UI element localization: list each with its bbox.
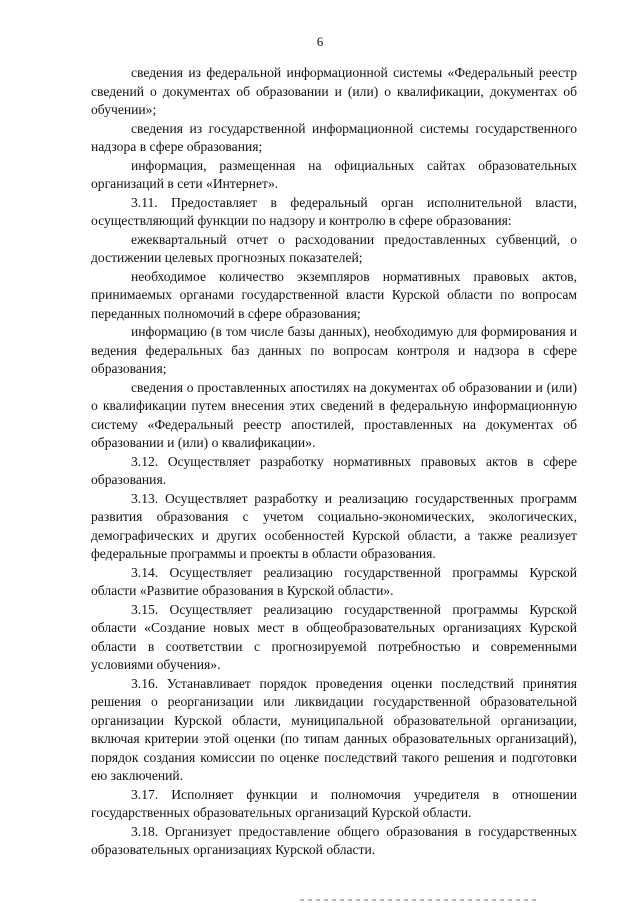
paragraph-quarterly-report: ежеквартальный отчет о расходовании предоставленных субвенций, о достижении целевых прогнозных показателей; [91,231,577,265]
paragraph-apostille-info: сведения о проставленных апостилях на документах об образовании и (или) о квалификации путем внесения этих сведений в федеральную информационную систему «Федеральный реестр апостилей, проставленных на документах об образовании и (или) о квалификации». [91,379,577,450]
scan-edge-artifact [300,899,540,901]
paragraph-3-11: 3.11. Предоставляет в федеральный орган исполнительной власти, осуществляющий функции по надзору и контролю в сфере образования: [91,194,577,228]
paragraph-frdo-info: сведения из федеральной информационной системы «Федеральный реестр сведений о документах об образовании и (или) о квалификации, документах об обучении»; [91,65,577,117]
page-body [91,64,577,860]
paragraph-databases-info: информацию (в том числе базы данных), необходимую для формирования и ведения федеральных баз данных по вопросам контроля и надзора в сфере образования; [91,324,577,376]
paragraph-3-14: 3.14. Осуществляет реализацию государственной программы Курской области «Развитие образования в Курской области». [91,564,577,598]
page-number: 6 [316,34,324,49]
paragraph-3-13: 3.13. Осуществляет разработку и реализацию государственных программ развития образования с учетом социально-экономических, экологических, демографических и других особенностей Курской области, а также реализует федеральные программы и проекты в области образования. [91,490,577,561]
paragraph-legal-acts-copies: необходимое количество экземпляров нормативных правовых актов, принимаемых органами государственной власти Курской области по вопросам переданных полномочий в сфере образования; [91,268,577,321]
paragraph-3-15: 3.15. Осуществляет реализацию государственной программы Курской области «Создание новых мест в общеобразовательных организациях Курской области в соответствии с прогнозируемой потребностью и современными условиями обучения». [91,601,577,672]
paragraph-state-supervision-info: сведения из государственной информационной системы государственного надзора в сфере образования; [91,120,577,154]
paragraph-3-16: 3.16. Устанавливает порядок проведения оценки последствий принятия решения о реорганизации или ликвидации государственной образовательной организации Курской области, муниципальной образовательной организации, включая критерии этой оценки (по типам данных образовательных организаций), порядок создания комиссии по оценке последствий такого решения и подготовки ею заключений. [91,675,577,783]
paragraph-websites-info: информация, размещенная на официальных сайтах образовательных организаций в сети «Интернет». [91,157,577,191]
paragraph-3-18: 3.18. Организует предоставление общего образования в государственных образовательных организациях Курской области. [91,823,577,857]
paragraph-3-17: 3.17. Исполняет функции и полномочия учредителя в отношении государственных образовательных организаций Курской области. [91,786,577,820]
paragraph-3-12: 3.12. Осуществляет разработку нормативных правовых актов в сфере образования. [91,453,577,487]
